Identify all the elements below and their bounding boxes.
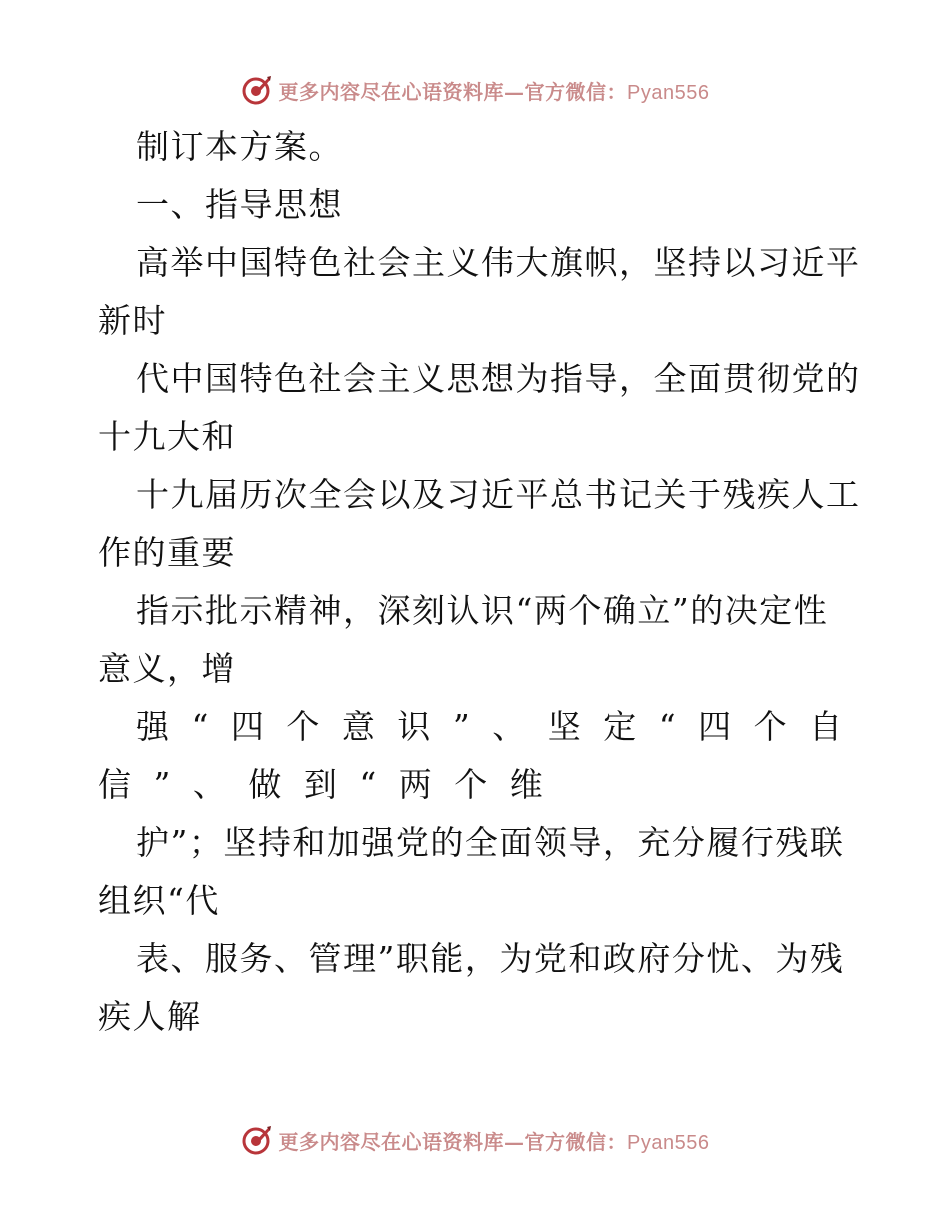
header-wechat-id: Pyan556 <box>627 81 710 104</box>
text-line: 作的重要 <box>98 533 236 572</box>
text-line: 组织“代 <box>98 881 220 920</box>
footer-banner <box>0 1120 950 1160</box>
text-line: 高举中国特色社会主义伟大旗帜，坚持以习近平 <box>136 243 861 282</box>
header-banner-text: 更多内容尽在心语资料库—官方微信：Pyan556 <box>278 79 710 104</box>
footer-wechat-id: Pyan556 <box>627 1131 710 1154</box>
text-line: 十九大和 <box>98 417 236 456</box>
text-line: 制订本方案。 <box>136 127 343 166</box>
text-line: 新时 <box>98 301 167 340</box>
red-quill-pen-icon <box>241 1124 273 1156</box>
text-line: 信”、做到“两个维 <box>98 765 566 804</box>
text-line: 十九届历次全会以及习近平总书记关于残疾人工 <box>136 475 861 514</box>
text-line: 指示批示精神，深刻认识“两个确立”的决定性 <box>136 591 829 630</box>
document-body <box>98 118 865 1046</box>
section-heading: 一、指导思想 <box>136 185 343 224</box>
text-line: 强“四个意识”、坚定“四个自 <box>136 707 865 746</box>
header-banner <box>0 70 950 110</box>
text-line: 代中国特色社会主义思想为指导，全面贯彻党的 <box>136 359 861 398</box>
text-line: 意义，增 <box>98 649 236 688</box>
text-line: 护”；坚持和加强党的全面领导，充分履行残联 <box>136 823 845 862</box>
text-line: 表、服务、管理”职能，为党和政府分忧、为残 <box>136 939 845 978</box>
text-line: 疾人解 <box>98 997 202 1036</box>
footer-banner-text: 更多内容尽在心语资料库—官方微信：Pyan556 <box>278 1129 710 1154</box>
red-quill-pen-icon <box>241 74 273 106</box>
